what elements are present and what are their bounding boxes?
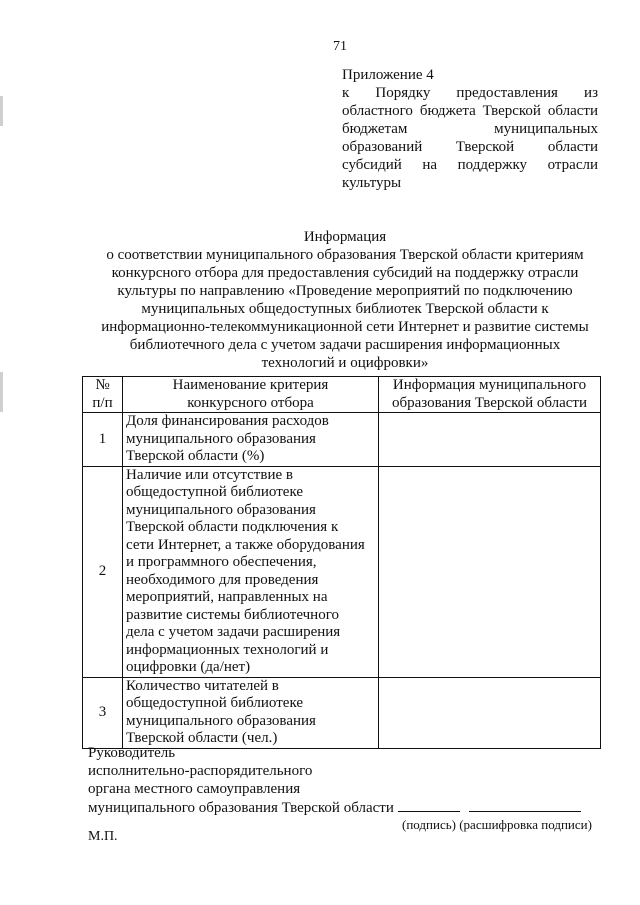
criterion-line: и программного обеспечения, xyxy=(126,554,317,570)
table-header-row xyxy=(83,377,601,413)
document-title: Информация xyxy=(303,229,387,245)
stamp-label: М.П. xyxy=(88,829,118,844)
table-row xyxy=(83,413,601,467)
page-number: 71 xyxy=(333,39,347,54)
heading-line: муниципальных общедоступных библиотек Тверской области к xyxy=(141,301,549,317)
signature-blanks xyxy=(398,798,582,817)
criterion-line: Тверской области подключения к xyxy=(126,519,339,535)
appendix-title: Приложение 4 xyxy=(342,67,434,83)
heading-line: конкурсного отбора для предоставления субсидий на поддержку отрасли xyxy=(111,265,579,281)
scan-edge-mark xyxy=(0,372,3,412)
header-info xyxy=(379,377,601,413)
criterion-cell xyxy=(123,466,379,677)
criterion-line: муниципального образования xyxy=(126,501,316,518)
appendix-line: субсидий на поддержку отрасли xyxy=(342,157,598,173)
appendix-line: культуры xyxy=(342,175,402,191)
heading-line: информационно-телекоммуникационной сети Интернет и развитие системы xyxy=(101,319,589,335)
criteria-table xyxy=(82,376,601,749)
table-row xyxy=(83,677,601,748)
header-criterion-line: конкурсного отбора xyxy=(187,394,314,411)
heading-line: технологий и оцифровки» xyxy=(261,355,429,371)
header-criterion xyxy=(123,377,379,413)
header-number-line: № xyxy=(95,377,110,393)
heading-line: библиотечного дела с учетом задачи расширения информационных xyxy=(129,337,561,353)
criterion-line: оцифровки (да/нет) xyxy=(126,659,251,675)
criterion-line: развитие системы библиотечного xyxy=(126,606,339,623)
appendix-block xyxy=(342,66,598,192)
heading-line: культуры по направлению «Проведение мероприятий по подключению xyxy=(117,283,573,299)
criterion-line: общедоступной библиотеке xyxy=(126,484,304,500)
signature-line: Руководитель xyxy=(88,745,176,761)
criterion-line: Количество читателей в xyxy=(126,677,279,694)
appendix-line: бюджетам муниципальных xyxy=(342,121,598,137)
table-row xyxy=(83,466,601,677)
info-cell[interactable] xyxy=(379,466,601,677)
row-number: 2 xyxy=(83,466,123,677)
criterion-line: Тверской области (%) xyxy=(126,448,265,464)
scan-edge-mark xyxy=(0,96,3,126)
criterion-line: информационных технологий и xyxy=(126,641,329,658)
criterion-line: необходимого для проведения xyxy=(126,571,319,588)
criterion-cell xyxy=(123,677,379,748)
header-number xyxy=(83,377,123,413)
header-info-line: образования Тверской области xyxy=(391,394,588,411)
signature-line xyxy=(88,798,608,817)
criterion-line: муниципального образования xyxy=(126,712,316,729)
signature-line: исполнительно-распорядительного xyxy=(88,763,313,779)
criterion-line: Доля финансирования расходов xyxy=(126,413,329,429)
document-heading xyxy=(80,228,610,372)
appendix-line: к Порядку предоставления из xyxy=(342,85,598,101)
criterion-line: муниципального образования xyxy=(126,430,316,447)
header-criterion-line: Наименование критерия xyxy=(172,377,329,393)
info-cell[interactable] xyxy=(379,413,601,467)
criterion-line: мероприятий, направленных на xyxy=(126,589,328,605)
signature-line: органа местного самоуправления xyxy=(88,781,301,797)
criterion-line: общедоступной библиотеке xyxy=(126,695,304,711)
info-cell[interactable] xyxy=(379,677,601,748)
signature-block xyxy=(88,744,608,817)
row-number: 3 xyxy=(83,677,123,748)
appendix-line: областного бюджета Тверской области xyxy=(342,103,598,119)
heading-line: о соответствии муниципального образования Тверской области критериям xyxy=(106,247,584,263)
header-number-line: п/п xyxy=(92,394,113,411)
criterion-line: Тверской области (чел.) xyxy=(126,730,278,746)
appendix-line: образований Тверской области xyxy=(342,139,598,155)
header-info-line: Информация муниципального xyxy=(392,377,587,393)
criterion-line: дела с учетом задачи расширения xyxy=(126,624,341,640)
signature-captions: (подпись) (расшифровка подписи) xyxy=(402,817,592,832)
signature-line-text: муниципального образования Тверской области xyxy=(88,800,394,816)
criterion-line: сети Интернет, а также оборудования xyxy=(126,536,365,553)
signature-blank[interactable] xyxy=(398,798,460,812)
row-number: 1 xyxy=(83,413,123,467)
criterion-cell xyxy=(123,413,379,467)
signature-name-blank[interactable] xyxy=(469,798,581,812)
criterion-line: Наличие или отсутствие в xyxy=(126,466,293,483)
